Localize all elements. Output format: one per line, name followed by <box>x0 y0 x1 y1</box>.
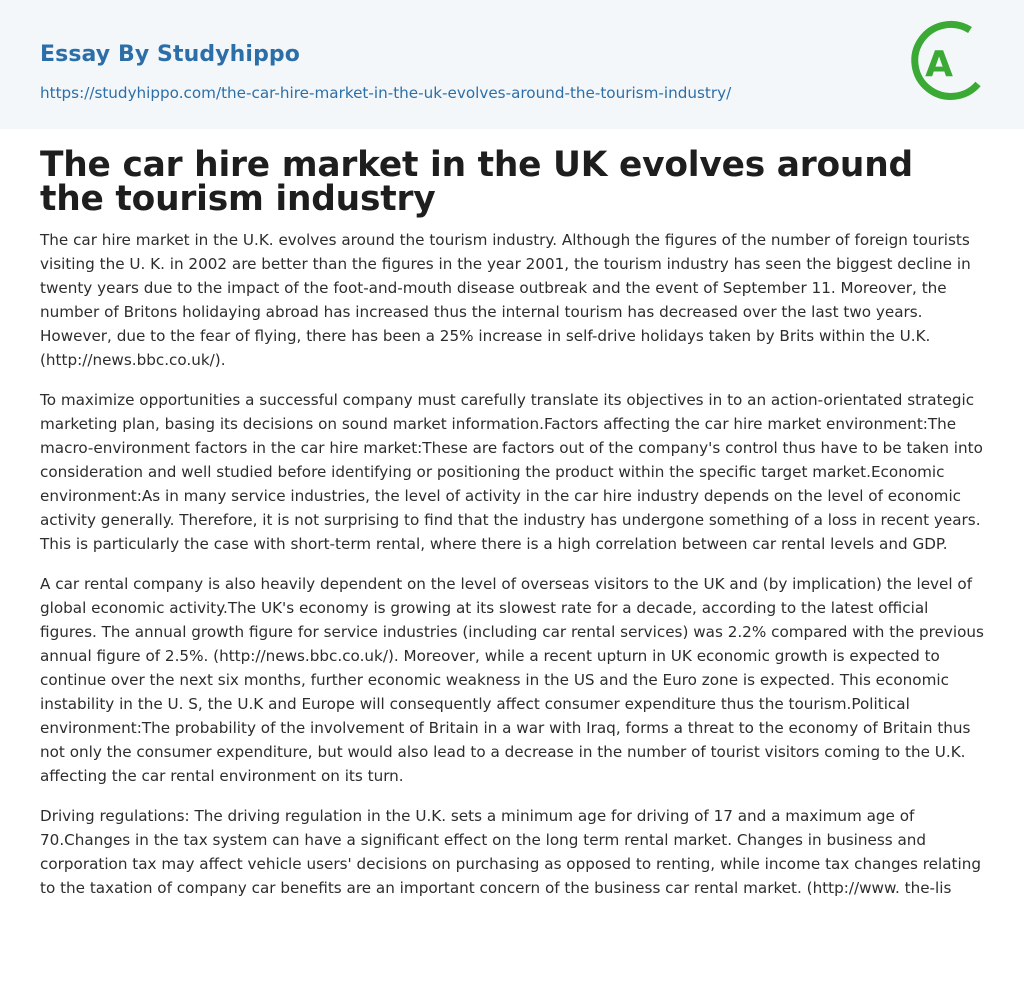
article-paragraph-2: To maximize opportunities a successful company must carefully translate its objectives in to an action-orientated strategic marketing plan, basing its decisions on sound market information.Factors affecting the car hire market environment:The macro-environment factors in the car hire market:These are factors out of the company's control thus have to be taken into consideration and well studied before identifying or positioning the product within the specific target market.Economic environment:As in many service industries, the level of activity in the car hire industry depends on the level of economic activity generally. Therefore, it is not surprising to find that the industry has undergone something of a loss in recent years. This is particularly the case with short-term rental, where there is a high correlation between car rental levels and GDP. <box>40 391 983 553</box>
site-header <box>0 0 1024 129</box>
article-title: The car hire market in the UK evolves around the tourism industry <box>40 145 913 219</box>
svg-text:A: A <box>925 44 953 85</box>
article-container <box>0 145 1024 900</box>
site-brand[interactable]: Essay By Studyhippo <box>40 42 300 67</box>
article-paragraph-4: Driving regulations: The driving regulation in the U.K. sets a minimum age for driving of 17 and a maximum age of 70.Changes in the tax system can have a significant effect on the long term rental market. Changes in business and corporation tax may affect vehicle users' decisions on purchasing as opposed to renting, while income tax changes relating to the taxation of company car benefits are an important concern of the business car rental market. (http://www. the-lis <box>40 807 981 897</box>
article-paragraph-3: A car rental company is also heavily dependent on the level of overseas visitors to the UK and (by implication) the level of global economic activity.The UK's economy is growing at its slowest rate for a decade, according to the latest official figures. The annual growth figure for service industries (including car rental services) was 2.2% compared with the previous annual figure of 2.5%. (http://news.bbc.co.uk/). Moreover, while a recent upturn in UK economic growth is expected to continue over the next six months, further economic weakness in the US and the Euro zone is expected. This economic instability in the U. S, the U.K and Europe will consequently affect consumer expenditure thus the tourism.Political environment:The probability of the involvement of Britain in a war with Iraq, forms a threat to the economy of Britain thus not only the consumer expenditure, but would also lead to a decrease in the number of tourist visitors coming to the U.K. affecting the car rental environment on its turn. <box>40 575 984 785</box>
source-url-link[interactable]: https://studyhippo.com/the-car-hire-market-in-the-uk-evolves-around-the-tourism-industry/ <box>40 84 732 102</box>
article-paragraph-1: The car hire market in the U.K. evolves around the tourism industry. Although the figures of the number of foreign tourists visiting the U. K. in 2002 are better than the figures in the year 2001, the tourism industry has seen the biggest decline in twenty years due to the impact of the foot-and-mouth disease outbreak and the event of September 11. Moreover, the number of Britons holidaying abroad has increased thus the internal tourism has decreased over the last two years. However, due to the fear of flying, there has been a 25% increase in self-drive holidays taken by Brits within the U.K. (http://news.bbc.co.uk/). <box>40 231 971 369</box>
studyhippo-logo-icon[interactable] <box>908 18 988 106</box>
article-body <box>40 228 984 900</box>
